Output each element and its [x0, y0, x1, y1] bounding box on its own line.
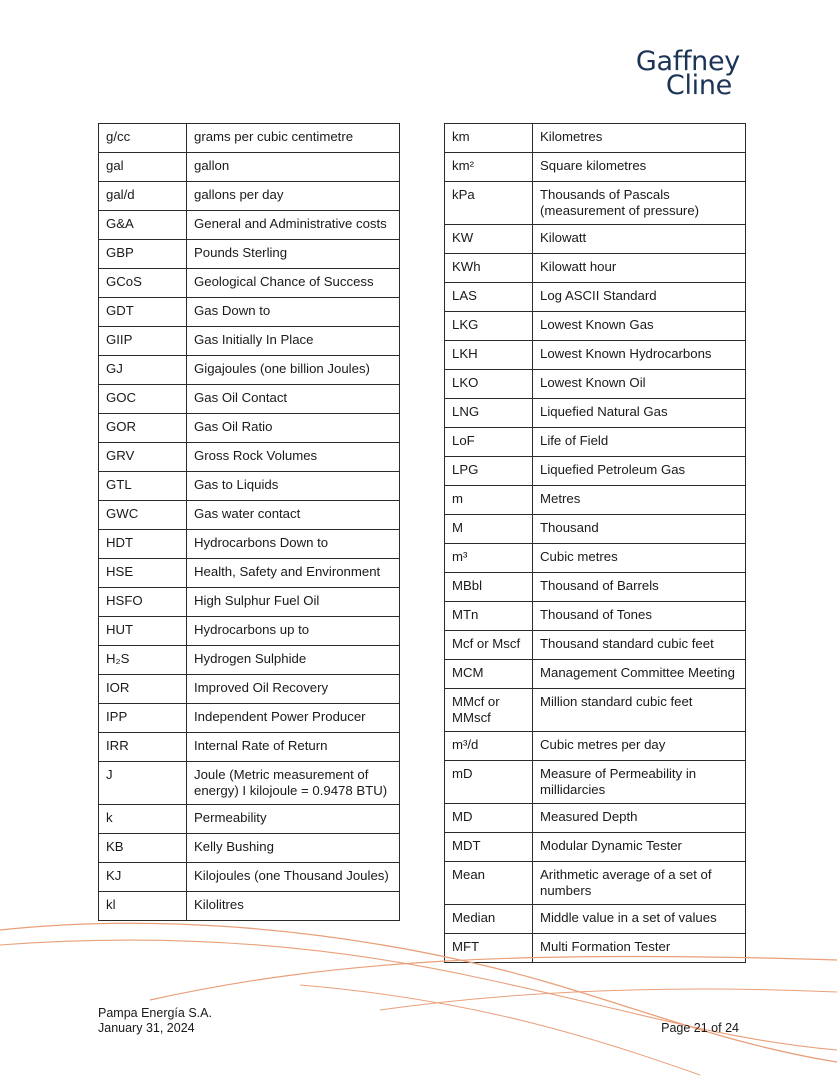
glossary-term: GOR [99, 414, 187, 443]
glossary-row [445, 905, 746, 934]
glossary-definition: Kilojoules (one Thousand Joules) [187, 863, 400, 892]
glossary-definition: Kilowatt [533, 225, 746, 254]
glossary-row [99, 240, 400, 269]
glossary-row [99, 153, 400, 182]
logo-line1: Gaffney [635, 46, 740, 77]
glossary-term: kPa [445, 182, 533, 225]
glossary-definition: Improved Oil Recovery [187, 675, 400, 704]
glossary-row [99, 834, 400, 863]
glossary-definition: Gas Oil Contact [187, 385, 400, 414]
glossary-definition: Hydrocarbons Down to [187, 530, 400, 559]
glossary-row [445, 862, 746, 905]
glossary-row [99, 124, 400, 153]
glossary-term: J [99, 762, 187, 805]
glossary-row [445, 341, 746, 370]
glossary-row [445, 804, 746, 833]
glossary-table-right [444, 123, 746, 963]
glossary-definition: Middle value in a set of values [533, 905, 746, 934]
glossary-definition: General and Administrative costs [187, 211, 400, 240]
glossary-term: IRR [99, 733, 187, 762]
glossary-row [445, 254, 746, 283]
glossary-definition: Gross Rock Volumes [187, 443, 400, 472]
glossary-row [99, 805, 400, 834]
glossary-row [99, 414, 400, 443]
glossary-definition: Kilometres [533, 124, 746, 153]
glossary-definition: Gas Down to [187, 298, 400, 327]
glossary-term: LKG [445, 312, 533, 341]
glossary-term: kl [99, 892, 187, 921]
glossary-definition: Gas to Liquids [187, 472, 400, 501]
glossary-row [99, 617, 400, 646]
glossary-term: LAS [445, 283, 533, 312]
glossary-term: MBbl [445, 573, 533, 602]
glossary-definition: Lowest Known Oil [533, 370, 746, 399]
glossary-row [445, 761, 746, 804]
glossary-row [445, 934, 746, 963]
glossary-row [445, 631, 746, 660]
glossary-definition: Metres [533, 486, 746, 515]
glossary-term: MMcf or MMscf [445, 689, 533, 732]
glossary-term: KJ [99, 863, 187, 892]
glossary-definition: Square kilometres [533, 153, 746, 182]
glossary-definition: Permeability [187, 805, 400, 834]
glossary-definition: Life of Field [533, 428, 746, 457]
glossary-row [99, 327, 400, 356]
glossary-definition: Internal Rate of Return [187, 733, 400, 762]
glossary-term: mD [445, 761, 533, 804]
glossary-row [99, 559, 400, 588]
glossary-term: km [445, 124, 533, 153]
glossary-term: LKH [445, 341, 533, 370]
footer-page-number: Page 21 of 24 [661, 1021, 739, 1035]
glossary-row [99, 675, 400, 704]
wave-line [300, 985, 700, 1075]
glossary-row [445, 124, 746, 153]
glossary-term: g/cc [99, 124, 187, 153]
glossary-term: HDT [99, 530, 187, 559]
glossary-term: IPP [99, 704, 187, 733]
glossary-definition: Liquefied Petroleum Gas [533, 457, 746, 486]
glossary-row [445, 515, 746, 544]
glossary-term: Mcf or Mscf [445, 631, 533, 660]
glossary-term: GRV [99, 443, 187, 472]
glossary-term: GTL [99, 472, 187, 501]
glossary-row [445, 399, 746, 428]
glossary-row [99, 443, 400, 472]
glossary-row [99, 892, 400, 921]
glossary-term: Median [445, 905, 533, 934]
glossary-term: GBP [99, 240, 187, 269]
glossary-term: KWh [445, 254, 533, 283]
glossary-row [99, 269, 400, 298]
glossary-row [445, 182, 746, 225]
glossary-definition: Gas water contact [187, 501, 400, 530]
glossary-term: HUT [99, 617, 187, 646]
wave-line [380, 989, 837, 1010]
footer-left [98, 1006, 212, 1036]
glossary-term: MCM [445, 660, 533, 689]
glossary-term: MD [445, 804, 533, 833]
glossary-row [445, 689, 746, 732]
glossary-row [445, 153, 746, 182]
glossary-term: LNG [445, 399, 533, 428]
glossary-definition: Thousand of Tones [533, 602, 746, 631]
glossary-row [99, 863, 400, 892]
glossary-definition: Thousands of Pascals (measurement of pressure) [533, 182, 746, 225]
glossary-row [99, 472, 400, 501]
glossary-row [445, 732, 746, 761]
glossary-term: IOR [99, 675, 187, 704]
glossary-term: KW [445, 225, 533, 254]
glossary-term: H₂S [99, 646, 187, 675]
logo-line2: Cline [665, 70, 732, 101]
glossary-row [445, 602, 746, 631]
glossary-row [445, 225, 746, 254]
glossary-term: m³ [445, 544, 533, 573]
glossary-term: GOC [99, 385, 187, 414]
glossary-term: MTn [445, 602, 533, 631]
glossary-definition: Hydrogen Sulphide [187, 646, 400, 675]
glossary-definition: Thousand [533, 515, 746, 544]
glossary-definition: Liquefied Natural Gas [533, 399, 746, 428]
glossary-row [99, 356, 400, 385]
glossary-definition: Management Committee Meeting [533, 660, 746, 689]
glossary-term: MFT [445, 934, 533, 963]
glossary-definition: grams per cubic centimetre [187, 124, 400, 153]
glossary-definition: Pounds Sterling [187, 240, 400, 269]
glossary-term: m³/d [445, 732, 533, 761]
glossary-row [445, 283, 746, 312]
glossary-table-left [98, 123, 400, 921]
gaffney-cline-logo [600, 46, 740, 101]
glossary-row [445, 544, 746, 573]
glossary-definition: Hydrocarbons up to [187, 617, 400, 646]
footer-date: January 31, 2024 [98, 1021, 195, 1035]
glossary-row [99, 588, 400, 617]
glossary-row [99, 530, 400, 559]
glossary-term: GCoS [99, 269, 187, 298]
glossary-row [445, 312, 746, 341]
glossary-row [99, 385, 400, 414]
glossary-definition: High Sulphur Fuel Oil [187, 588, 400, 617]
glossary-row [445, 573, 746, 602]
glossary-term: GJ [99, 356, 187, 385]
glossary-row [99, 733, 400, 762]
glossary-row [99, 762, 400, 805]
glossary-term: k [99, 805, 187, 834]
glossary-term: GIIP [99, 327, 187, 356]
glossary-row [99, 298, 400, 327]
glossary-definition: Million standard cubic feet [533, 689, 746, 732]
glossary-row [445, 428, 746, 457]
glossary-definition: Health, Safety and Environment [187, 559, 400, 588]
glossary-definition: Measure of Permeability in millidarcies [533, 761, 746, 804]
glossary-term: HSFO [99, 588, 187, 617]
glossary-row [445, 486, 746, 515]
glossary-term: LPG [445, 457, 533, 486]
glossary-term: LoF [445, 428, 533, 457]
glossary-definition: Joule (Metric measurement of energy) I kilojoule = 0.9478 BTU) [187, 762, 400, 805]
glossary-term: gal/d [99, 182, 187, 211]
glossary-row [445, 833, 746, 862]
glossary-definition: Gigajoules (one billion Joules) [187, 356, 400, 385]
glossary-definition: Gas Initially In Place [187, 327, 400, 356]
glossary-definition: Thousand of Barrels [533, 573, 746, 602]
glossary-definition: Measured Depth [533, 804, 746, 833]
glossary-row [99, 704, 400, 733]
glossary-row [445, 370, 746, 399]
glossary-definition: Cubic metres [533, 544, 746, 573]
glossary-definition: Log ASCII Standard [533, 283, 746, 312]
glossary-term: Mean [445, 862, 533, 905]
glossary-row [99, 646, 400, 675]
glossary-term: KB [99, 834, 187, 863]
glossary-definition: Multi Formation Tester [533, 934, 746, 963]
glossary-definition: Independent Power Producer [187, 704, 400, 733]
glossary-term: LKO [445, 370, 533, 399]
glossary-definition: Gas Oil Ratio [187, 414, 400, 443]
glossary-row [99, 501, 400, 530]
glossary-term: G&A [99, 211, 187, 240]
glossary-row [445, 660, 746, 689]
glossary-term: HSE [99, 559, 187, 588]
glossary-definition: Lowest Known Hydrocarbons [533, 341, 746, 370]
glossary-definition: Lowest Known Gas [533, 312, 746, 341]
glossary-definition: Thousand standard cubic feet [533, 631, 746, 660]
glossary-term: M [445, 515, 533, 544]
glossary-definition: Arithmetic average of a set of numbers [533, 862, 746, 905]
glossary-term: m [445, 486, 533, 515]
glossary-definition: Kilowatt hour [533, 254, 746, 283]
glossary-term: GWC [99, 501, 187, 530]
glossary-definition: Modular Dynamic Tester [533, 833, 746, 862]
glossary-row [445, 457, 746, 486]
glossary-definition: Kelly Bushing [187, 834, 400, 863]
glossary-term: km² [445, 153, 533, 182]
glossary-term: gal [99, 153, 187, 182]
glossary-row [99, 211, 400, 240]
glossary-definition: Geological Chance of Success [187, 269, 400, 298]
glossary-term: GDT [99, 298, 187, 327]
glossary-definition: Cubic metres per day [533, 732, 746, 761]
glossary-definition: Kilolitres [187, 892, 400, 921]
glossary-definition: gallon [187, 153, 400, 182]
glossary-term: MDT [445, 833, 533, 862]
glossary-row [99, 182, 400, 211]
footer-company: Pampa Energía S.A. [98, 1006, 212, 1020]
glossary-definition: gallons per day [187, 182, 400, 211]
